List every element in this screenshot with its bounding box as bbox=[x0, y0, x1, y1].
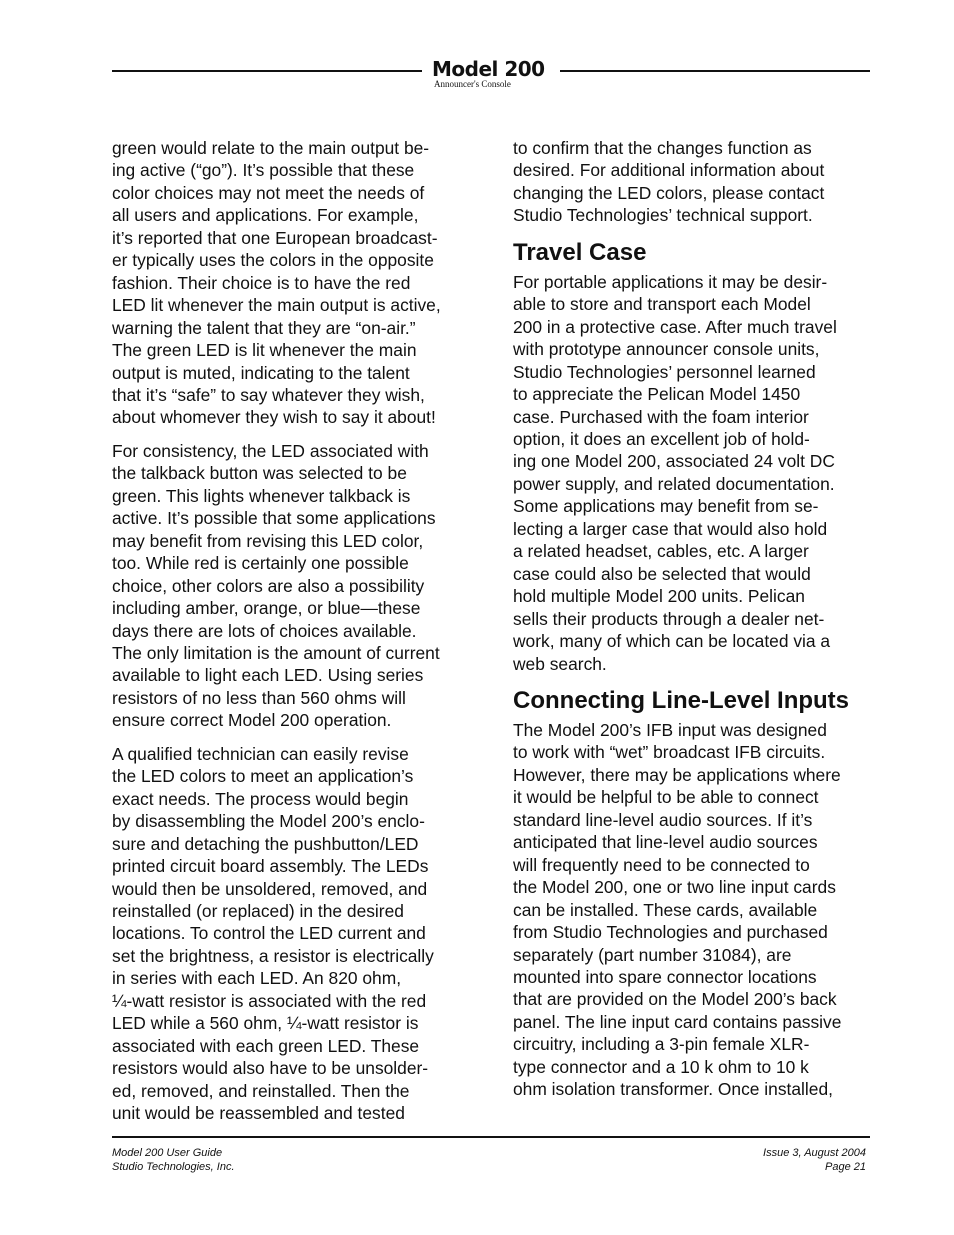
paragraph: A qualified technician can easily revise the LED colors to meet an application’s exact needs. The process would begin by disassembling the Model 200’s enclo- sure and detaching the pushbutton/LED printed circuit board assembly. The LEDs would then be unsoldered, removed, and reinstalled (or replaced) in the desired locations. To control the LED current and set the brightness, a resistor is electrically in series with each LED. An 820 ohm, ¼-watt resistor is associated with the red LED while a 560 ohm, ¼-watt resistor is associated with each green LED. These resistors would also have to be unsolder- ed, removed, and reinstalled. Then the unit would be reassembled and tested bbox=[112, 743, 434, 1124]
header-logo bbox=[432, 58, 552, 89]
right-column bbox=[513, 137, 875, 1112]
header-title: Model 200 bbox=[432, 57, 545, 81]
paragraph: For consistency, the LED associated with the talkback button was selected to be green. This lights whenever talkback is active. It’s possible that some applications may benefit from revising this LED color, too. While red is certainly one possible choice, other colors are also a possibility including amber, orange, or blue—these days there are lots of choices available. The only limitation is the amount of current available to light each LED. Using series resistors of no less than 560 ohms will ensure correct Model 200 operation. bbox=[112, 440, 440, 731]
header-rule-right bbox=[560, 70, 870, 72]
footer-right: Issue 3, August 2004 Page 21 bbox=[763, 1147, 866, 1173]
section-heading-line-level-inputs: Connecting Line-Level Inputs bbox=[513, 686, 850, 714]
paragraph: to confirm that the changes function as desired. For additional information about changing the LED colors, please contact Studio Technologies’ technical support. bbox=[513, 138, 825, 226]
left-column bbox=[112, 137, 472, 1135]
section-heading-travel-case: Travel Case bbox=[513, 238, 647, 266]
paragraph: For portable applications it may be desir- able to store and transport each Model 200 in a protective case. After much travel with prototype announcer console units, Studio Technologies’ personnel learned to appreciate the Pelican Model 1450 case. Purchased with the foam interior option, it does an excellent job of hold- ing one Model 200, associated 24 volt DC power supply, and related documentation. Some applications may benefit from se- lecting a larger case that would also hold a related headset, cables, etc. A larger case could also be selected that would hold multiple Model 200 units. Pelican sells their products through a dealer net- work, many of which can be located via a web search. bbox=[513, 271, 837, 674]
paragraph: green would relate to the main output be- ing active (“go”). It’s possible that these color choices may not meet the needs of all users and applications. For example, it’s reported that one European broadcast- er typically uses the colors in the opposite fashion. Their choice is to have the red LED lit whenever the main output is active, warning the talent that they are “on-air.” The green LED is lit whenever the main output is muted, indicating to the talent that it’s “safe” to say whatever they wish, about whomever they wish to say it about! bbox=[112, 138, 441, 428]
paragraph: The Model 200’s IFB input was designed to work with “wet” broadcast IFB circuits. However, there may be applications where it would be helpful to be able to connect standard line-level audio sources. If it’s anticipated that line-level audio sources will frequently need to be connected to the Model 200, one or two line input cards can be installed. These cards, available from Studio Technologies and purchased separately (part number 31084), are mounted into spare connector locations that are provided on the Model 200’s back panel. The line input card contains passive circuitry, including a 3-pin female XLR- type connector and a 10 k ohm to 10 k ohm isolation transformer. Once installed, bbox=[513, 719, 842, 1100]
header-subtitle: Announcer's Console bbox=[434, 79, 511, 89]
header-rule-left bbox=[112, 70, 422, 72]
footer-left: Model 200 User Guide Studio Technologies, Inc. bbox=[112, 1147, 235, 1173]
footer-rule bbox=[112, 1136, 870, 1138]
